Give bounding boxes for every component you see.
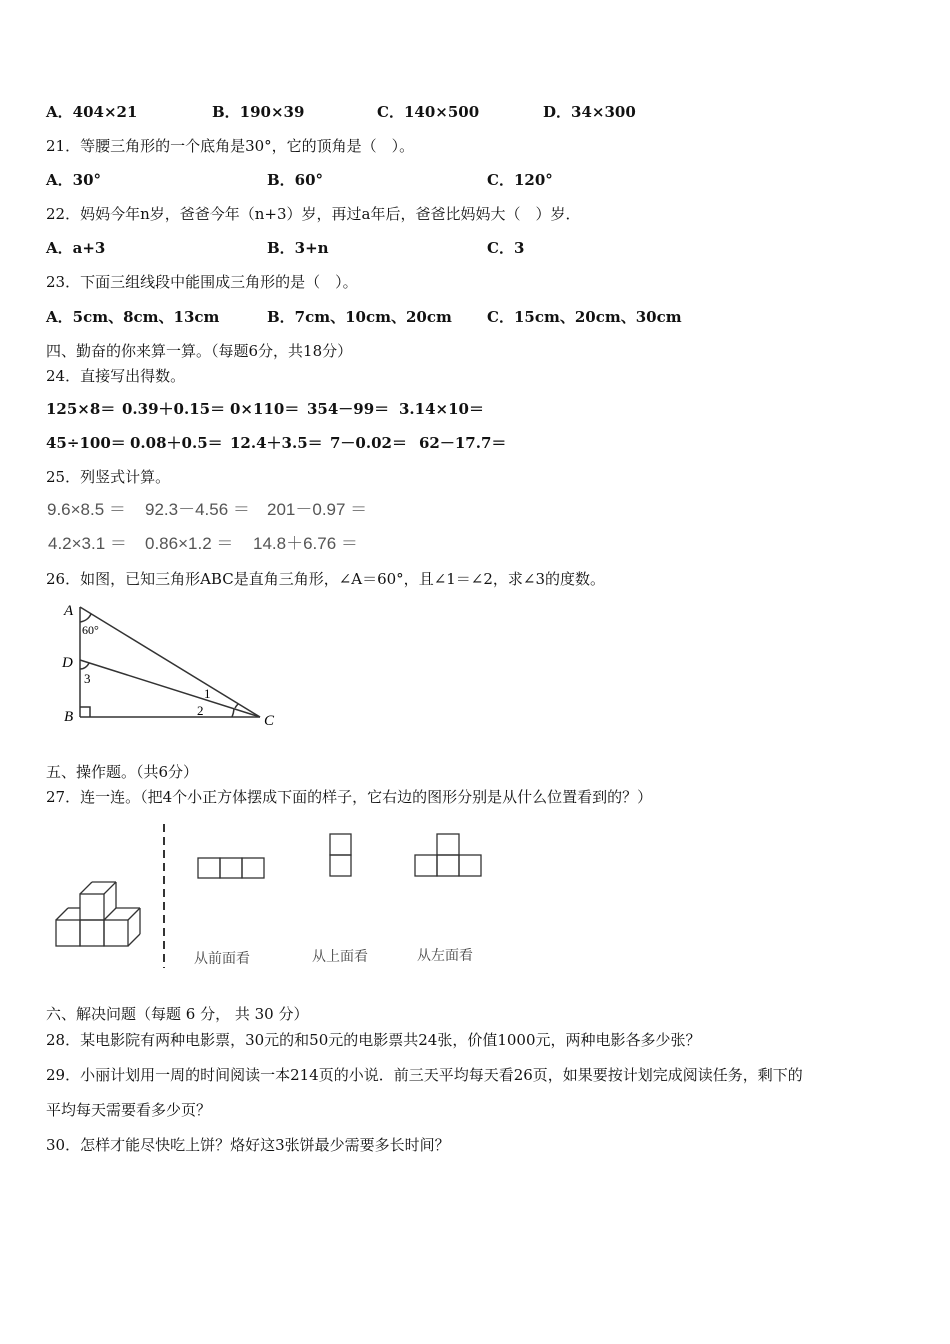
label-a: A bbox=[64, 603, 74, 619]
q21-option-b: B．60° bbox=[267, 171, 324, 189]
view-label-top: 从上面看 bbox=[312, 949, 368, 965]
label-c: C bbox=[264, 713, 275, 729]
q24-item: 62－17.7＝ bbox=[419, 434, 507, 452]
q21-option-a: A．30° bbox=[46, 171, 102, 189]
cube-views-figure bbox=[46, 820, 506, 975]
q22-option-a: A．a+3 bbox=[46, 239, 106, 257]
q24-item: 0×110＝ bbox=[230, 400, 300, 418]
q20-option-d: D．34×300 bbox=[543, 103, 636, 121]
section-4-title: 四、勤奋的你来算一算。（每题6分，共18分） bbox=[46, 342, 353, 360]
label-angle-1: 1 bbox=[204, 686, 211, 701]
q25-text: 25．列竖式计算。 bbox=[46, 468, 171, 486]
q27-text: 27．连一连。（把4个小正方体摆成下面的样子，它右边的图形分别是从什么位置看到的？） bbox=[46, 788, 653, 806]
q28-text: 28．某电影院有两种电影票，30元的和50元的电影票共24张，价值1000元，两种电影各多少张？ bbox=[46, 1031, 701, 1049]
angle-a-arc bbox=[80, 614, 91, 622]
q26-text: 26．如图，已知三角形ABC是直角三角形，∠A＝60°，且∠1＝∠2，求∠3的度数。 bbox=[46, 570, 606, 588]
side-ac bbox=[80, 607, 260, 717]
q24-item: 12.4＋3.5＝ bbox=[230, 434, 323, 452]
angle-1-arc bbox=[235, 704, 238, 708]
q25-item: 9.6×8.5 ＝ bbox=[47, 500, 126, 519]
q22-option-c: C．3 bbox=[487, 239, 525, 257]
q24-text: 24．直接写出得数。 bbox=[46, 367, 186, 385]
q24-item: 45÷100＝ bbox=[46, 434, 126, 452]
q22-option-b: B．3+n bbox=[267, 239, 329, 257]
q22-text: 22．妈妈今年n岁，爸爸今年（n+3）岁，再过a年后，爸爸比妈妈大（ ）岁． bbox=[46, 205, 581, 223]
q25-item: 92.3－4.56 ＝ bbox=[145, 500, 250, 519]
q25-item: 201－0.97 ＝ bbox=[267, 500, 368, 519]
q24-item: 7－0.02＝ bbox=[330, 434, 407, 452]
q29-text-line1: 29．小丽计划用一周的时间阅读一本214页的小说．前三天平均每天看26页，如果要按计划完成阅读任务，剩下的 bbox=[46, 1066, 803, 1084]
q24-item: 354－99＝ bbox=[307, 400, 390, 418]
q24-item: 0.08＋0.5＝ bbox=[130, 434, 223, 452]
view-label-front: 从前面看 bbox=[194, 951, 250, 967]
q21-option-c: C．120° bbox=[487, 171, 553, 189]
q24-item: 125×8＝ bbox=[46, 400, 116, 418]
label-60-degree: 60° bbox=[82, 623, 99, 637]
q25-item: 4.2×3.1 ＝ bbox=[48, 534, 127, 553]
q25-item: 14.8＋6.76 ＝ bbox=[253, 534, 358, 553]
view-shape-column-of-two bbox=[330, 834, 351, 876]
view-label-left: 从左面看 bbox=[417, 948, 473, 964]
q23-option-a: A．5cm、8cm、13cm bbox=[46, 308, 220, 326]
q23-text: 23．下面三组线段中能围成三角形的是（ ）。 bbox=[46, 273, 358, 291]
q20-option-a: A．404×21 bbox=[46, 103, 138, 121]
q23-option-c: C．15cm、20cm、30cm bbox=[487, 308, 682, 326]
view-shape-row-of-three bbox=[198, 858, 264, 878]
label-b: B bbox=[64, 709, 74, 725]
q20-option-b: B．190×39 bbox=[212, 103, 305, 121]
q23-option-b: B．7cm、10cm、20cm bbox=[267, 308, 452, 326]
q24-item: 3.14×10＝ bbox=[399, 400, 484, 418]
section-5-title: 五、操作题。（共6分） bbox=[46, 763, 199, 781]
q30-text: 30．怎样才能尽快吃上饼？烙好这3张饼最少需要多长时间？ bbox=[46, 1136, 450, 1154]
right-angle-mark bbox=[80, 707, 90, 717]
cube-stack-drawing bbox=[56, 882, 140, 946]
q20-option-c: C．140×500 bbox=[377, 103, 480, 121]
label-angle-2: 2 bbox=[197, 703, 204, 718]
view-shape-t-shape bbox=[415, 834, 481, 876]
angle-2-arc bbox=[232, 709, 234, 717]
q21-text: 21．等腰三角形的一个底角是30°，它的顶角是（ ）。 bbox=[46, 137, 415, 155]
label-angle-3: 3 bbox=[84, 671, 91, 686]
q29-text-line2: 平均每天需要看多少页？ bbox=[46, 1101, 212, 1119]
angle-3-arc bbox=[80, 663, 89, 669]
segment-dc bbox=[80, 660, 260, 717]
section-6-title: 六、解决问题（每题 6 分， 共 30 分） bbox=[46, 1005, 309, 1023]
q24-item: 0.39＋0.15＝ bbox=[122, 400, 226, 418]
label-d: D bbox=[62, 655, 73, 671]
right-triangle-figure bbox=[60, 597, 290, 737]
q25-item: 0.86×1.2 ＝ bbox=[145, 534, 234, 553]
